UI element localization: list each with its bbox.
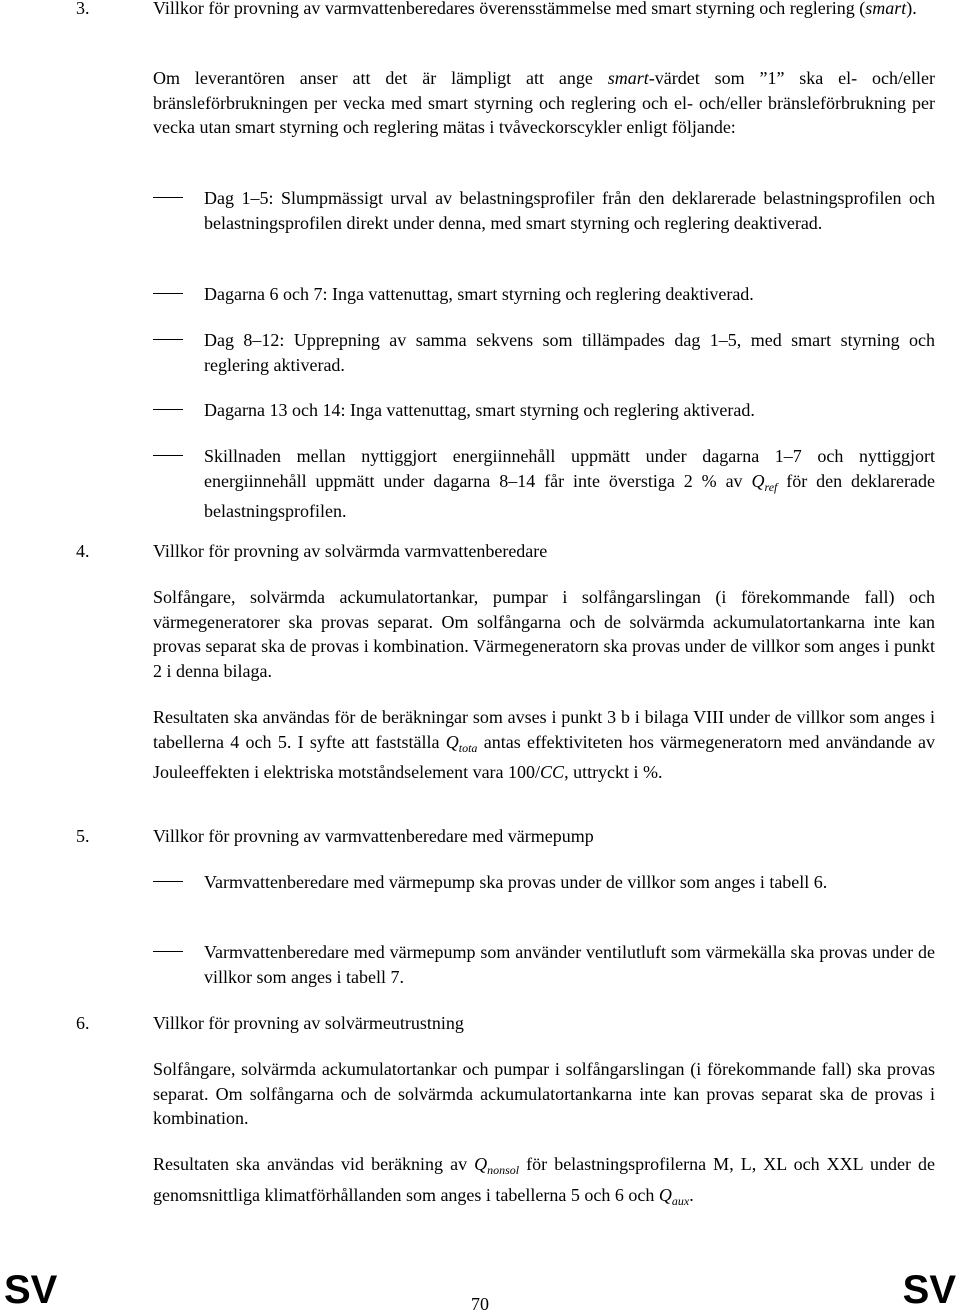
dash-bullet	[153, 455, 183, 456]
paragraph: Resultaten ska användas vid beräkning av $Q_{nonsol}$ för belastningsprofilerna M, L, XL och XXL under de genomsnittliga klimatförhållanden som anges i tabellerna 5 och 6 och $Q_{aux}$.	[153, 1154, 935, 1208]
dash-bullet	[153, 881, 183, 882]
section-number: 3.	[76, 0, 90, 18]
dash-bullet	[153, 339, 183, 340]
list-item: Dag 8–12: Upprepning av samma sekvens som tillämpades dag 1–5, med smart styrning och reglering aktiverad.	[153, 328, 935, 377]
paragraph: Resultaten ska användas för de beräkningar som avses i punkt 3 b i bilaga VIII under de villkor som anges i tabellerna 4 och 5. I syfte att fastställa $Q_{tota}$ antas effektiviteten hos värmegeneratorn med användande av Jouleeffekten i elektriska motståndselement vara 100/CC, uttryckt i %.	[153, 707, 935, 782]
section-title: Villkor för provning av solvärmda varmvattenberedare	[153, 541, 548, 561]
list-item: Dagarna 13 och 14: Inga vattenuttag, smart styrning och reglering aktiverad.	[153, 398, 935, 423]
section-4-heading	[76, 539, 936, 564]
section-3-heading	[76, 0, 936, 21]
list-item: Varmvattenberedare med värmepump ska provas under de villkor som anges i tabell 6.	[153, 870, 935, 895]
dash-bullet	[153, 409, 183, 410]
list-item: Varmvattenberedare med värmepump som använder ventilutluft som värmekälla ska provas under de villkor som anges i tabell 7.	[153, 940, 935, 989]
list-item: Dagarna 6 och 7: Inga vattenuttag, smart styrning och reglering deaktiverad.	[153, 282, 935, 307]
language-code-left: SV	[4, 1268, 58, 1312]
dash-bullet	[153, 197, 183, 198]
section-3-intro: Om leverantören anser att det är lämpligt att ange smart-värdet som ”1” ska el- och/eller bränsleförbrukningen per vecka med smart styrning och reglering och el- och/eller bränsleförbrukning per vecka utan smart styrning och reglering mätas i tvåveckorscykler enligt följande:	[153, 68, 935, 137]
paragraph: Solfångare, solvärmda ackumulatortankar och pumpar i solfångarslingan (i förekommande fall) ska provas separat. Om solfångarna och de solvärmda ackumulatortankarna inte kan provas separat ska de provas i kombination.	[153, 1059, 935, 1128]
section-5-heading	[76, 824, 936, 849]
section-title: Villkor för provning av solvärmeutrustning	[153, 1013, 464, 1033]
page-number: 70	[471, 1294, 489, 1314]
dash-bullet	[153, 293, 183, 294]
section-title: Villkor för provning av varmvattenberedare med värmepump	[153, 826, 594, 846]
dash-bullet	[153, 951, 183, 952]
section-number: 5.	[76, 826, 90, 846]
section-number: 6.	[76, 1013, 90, 1033]
paragraph: Solfångare, solvärmda ackumulatortankar, pumpar i solfångarslingan (i förekommande fall) och värmegeneratorer ska provas separat. Om solfångarna och de solvärmda ackumulatortankarna inte kan provas separat ska de provas i kombination. Värmegeneratorn ska provas under de villkor som anges i punkt 2 i denna bilaga.	[153, 587, 935, 681]
section-title: Villkor för provning av varmvattenberedares överensstämmelse med smart styrning och reglering (smart).	[153, 0, 917, 18]
section-number: 4.	[76, 541, 90, 561]
list-item: Dag 1–5: Slumpmässigt urval av belastningsprofiler från den deklarerade belastningsprofilen och belastningsprofilen direkt under denna, med smart styrning och reglering deaktiverad.	[153, 186, 935, 235]
language-code-right: SV	[902, 1268, 956, 1312]
list-item: Skillnaden mellan nyttiggjort energiinnehåll uppmätt under dagarna 1–7 och nyttiggjort energiinnehåll uppmätt under dagarna 8–14 får inte överstiga 2 % av $Q_{ref}$ för den deklarerade belastningsprofilen.	[153, 444, 935, 524]
section-6-heading	[76, 1011, 936, 1036]
